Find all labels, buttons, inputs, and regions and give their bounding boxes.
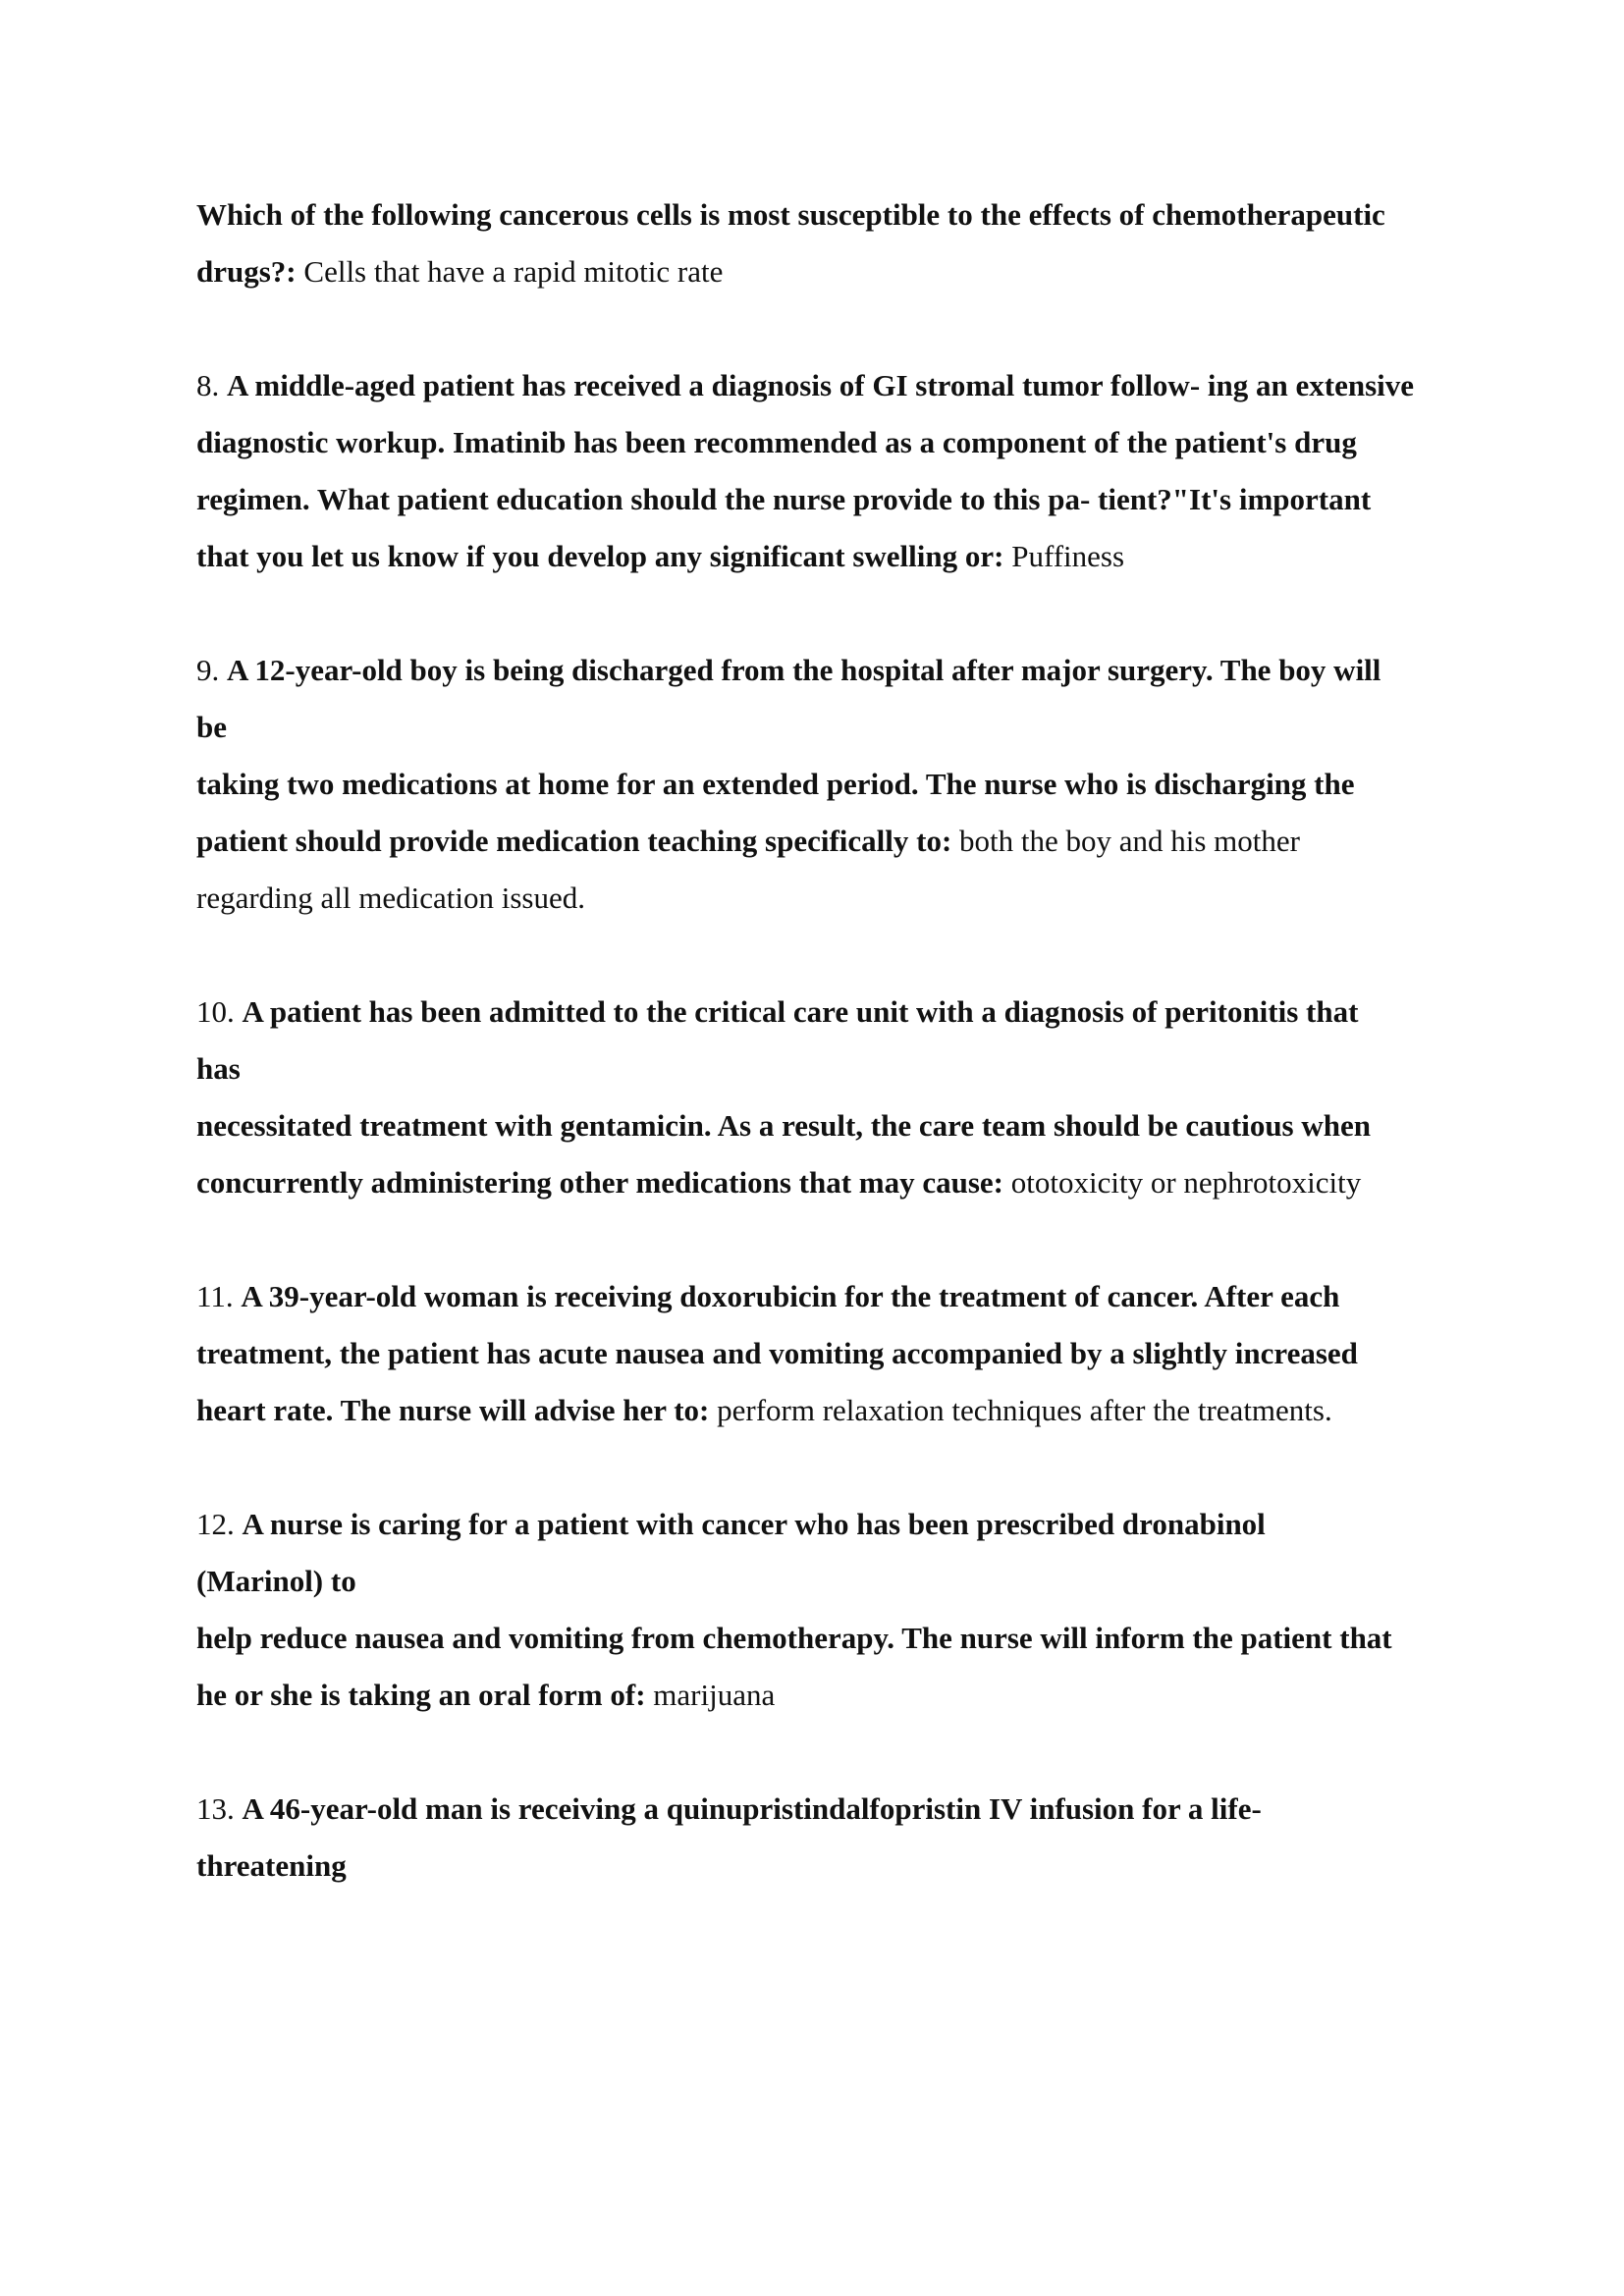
question-text: he or she is taking an oral form of:: [196, 1678, 646, 1712]
question-text: patient should provide medication teaching specifically to:: [196, 824, 952, 858]
qa-item: [196, 1496, 1492, 1724]
question-text: regimen. What patient education should the nurse provide to this pa- tient?"It's important: [196, 482, 1372, 516]
qa-item: [196, 984, 1492, 1211]
text-line: [196, 414, 1492, 471]
answer-text: Puffiness: [1003, 539, 1125, 573]
question-text: A patient has been admitted to the critical care unit with a diagnosis of peritonitis that: [242, 994, 1359, 1029]
text-line: [196, 1041, 1492, 1097]
answer-text: perform relaxation techniques after the treatments.: [709, 1393, 1332, 1427]
question-text: A 12-year-old boy is being discharged from the hospital after major surgery. The boy will: [227, 653, 1381, 687]
question-text: help reduce nausea and vomiting from chemotherapy. The nurse will inform the patient that: [196, 1621, 1392, 1655]
question-text: treatment, the patient has acute nausea and vomiting accompanied by a slightly increased: [196, 1336, 1358, 1370]
question-text: has: [196, 1051, 241, 1086]
qa-item: [196, 1268, 1492, 1439]
question-text: A middle-aged patient has received a diagnosis of GI stromal tumor follow- ing an extensive: [227, 368, 1414, 402]
text-line: [196, 1382, 1492, 1439]
text-line: [196, 1838, 1492, 1895]
text-line: [196, 1667, 1492, 1724]
question-text: Which of the following cancerous cells is most susceptible to the effects of chemotherapeutic: [196, 197, 1385, 232]
question-number: 13.: [196, 1791, 235, 1826]
question-text: taking two medications at home for an extended period. The nurse who is discharging the: [196, 767, 1355, 801]
question-number: 9.: [196, 653, 220, 687]
text-line: [196, 187, 1492, 243]
text-line: [196, 1154, 1492, 1211]
text-line: [196, 984, 1492, 1041]
text-line: [196, 1781, 1492, 1838]
text-line: [196, 1553, 1492, 1610]
question-text: be: [196, 710, 227, 744]
text-line: [196, 870, 1492, 927]
answer-text: regarding all medication issued.: [196, 881, 585, 915]
text-line: [196, 357, 1492, 414]
text-line: [196, 642, 1492, 699]
question-text: necessitated treatment with gentamicin. As a result, the care team should be cautious when: [196, 1108, 1371, 1143]
question-text: A 39-year-old woman is receiving doxorubicin for the treatment of cancer. After each: [241, 1279, 1340, 1313]
text-line: [196, 1496, 1492, 1553]
text-line: [196, 1325, 1492, 1382]
question-text: drugs?:: [196, 254, 297, 289]
qa-item: [196, 1781, 1492, 1895]
qa-item: [196, 642, 1492, 927]
text-line: [196, 243, 1492, 300]
question-text: threatening: [196, 1848, 347, 1883]
question-text: A 46-year-old man is receiving a quinupristindalfopristin IV infusion for a life-: [242, 1791, 1262, 1826]
question-text: concurrently administering other medications that may cause:: [196, 1165, 1003, 1200]
answer-text: ototoxicity or nephrotoxicity: [1003, 1165, 1362, 1200]
text-line: [196, 1097, 1492, 1154]
text-line: [196, 1610, 1492, 1667]
question-text: heart rate. The nurse will advise her to:: [196, 1393, 710, 1427]
question-number: 8.: [196, 368, 220, 402]
document-page: [196, 187, 1492, 1951]
qa-item: [196, 187, 1492, 300]
text-line: [196, 1268, 1492, 1325]
question-number: 12.: [196, 1507, 235, 1541]
text-line: [196, 528, 1492, 585]
text-line: [196, 471, 1492, 528]
answer-text: marijuana: [645, 1678, 776, 1712]
qa-item: [196, 357, 1492, 585]
question-text: (Marinol) to: [196, 1564, 356, 1598]
question-number: 11.: [196, 1279, 234, 1313]
text-line: [196, 699, 1492, 756]
question-text: A nurse is caring for a patient with cancer who has been prescribed dronabinol: [242, 1507, 1266, 1541]
answer-text: Cells that have a rapid mitotic rate: [296, 254, 724, 289]
text-line: [196, 813, 1492, 870]
text-line: [196, 756, 1492, 813]
question-text: diagnostic workup. Imatinib has been recommended as a component of the patient's drug: [196, 425, 1357, 459]
answer-text: both the boy and his mother: [951, 824, 1300, 858]
question-number: 10.: [196, 994, 235, 1029]
question-text: that you let us know if you develop any significant swelling or:: [196, 539, 1004, 573]
